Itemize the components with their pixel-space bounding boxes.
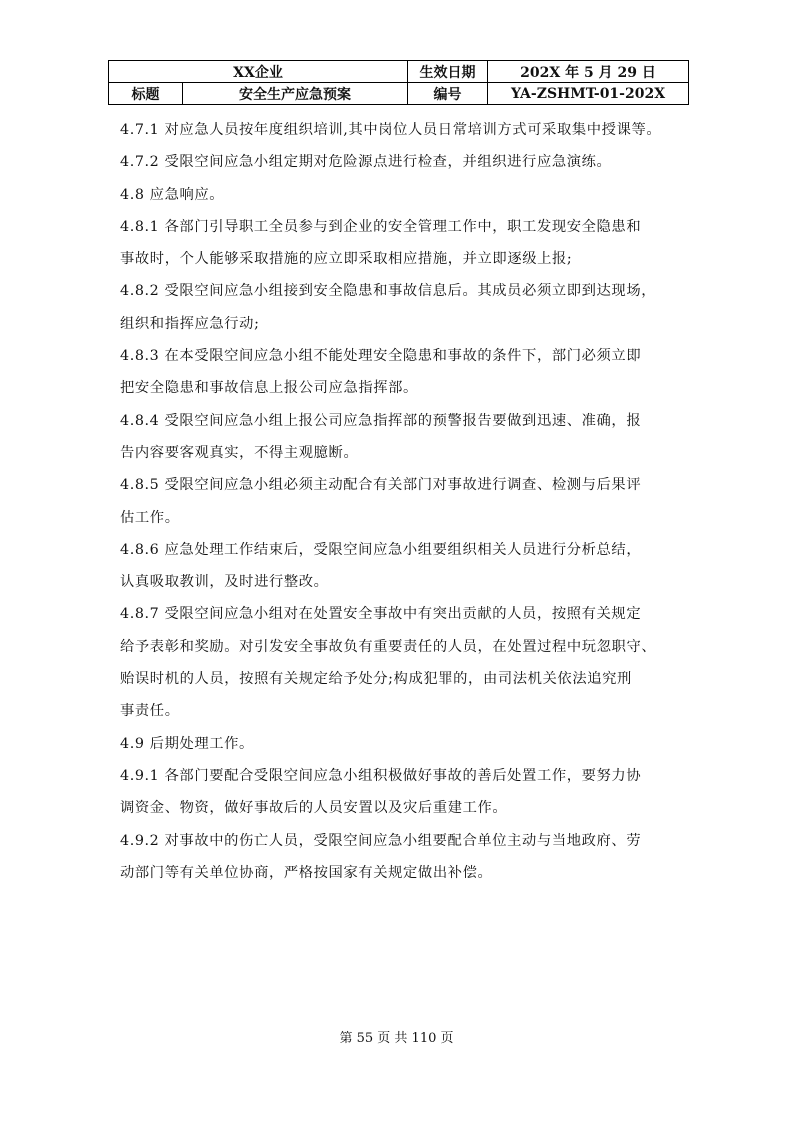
- body-line: 4.8.3 在本受限空间应急小组不能处理安全隐患和事故的条件下，部门必须立即: [120, 348, 642, 365]
- body-line: 4.8.7 受限空间应急小组对在处置安全事故中有突出贡献的人员，按照有关规定: [120, 606, 642, 623]
- body-line: 4.8.4 受限空间应急小组上报公司应急指挥部的预警报告要做到迅速、准确，报: [120, 412, 642, 429]
- body-line: 4.8 应急响应。: [120, 186, 225, 203]
- body-line: 贻误时机的人员，按照有关规定给予处分;构成犯罪的，由司法机关依法追究刑: [120, 671, 632, 688]
- body-line: 组织和指挥应急行动;: [120, 315, 260, 332]
- body-line: 调资金、物资，做好事故后的人员安置以及灾后重建工作。: [120, 800, 508, 817]
- body-line: 4.7.2 受限空间应急小组定期对危险源点进行检查，并组织进行应急演练。: [120, 154, 612, 171]
- body-line: 事故时，个人能够采取措施的应立即采取相应措施，并立即逐级上报;: [120, 251, 573, 268]
- body-line: 4.8.5 受限空间应急小组必须主动配合有关部门对事故进行调查、检测与后果评: [120, 477, 642, 494]
- body-line: 认真吸取教训，及时进行整改。: [120, 574, 329, 591]
- document-body: [120, 114, 692, 889]
- document-number: YA-ZSHMT-01-202X: [488, 83, 689, 105]
- body-line: 4.7.1 对应急人员按年度组织培训,其中岗位人员日常培训方式可采取集中授课等。: [120, 122, 662, 138]
- page-number-footer: 第 55 页 共 110 页: [339, 1031, 454, 1046]
- body-line: 4.9.2 对事故中的伤亡人员，受限空间应急小组要配合单位主动与当地政府、劳: [120, 832, 642, 849]
- effective-date-label: 生效日期: [408, 61, 488, 83]
- body-line: 4.9 后期处理工作。: [120, 735, 254, 752]
- header-row-1: [109, 61, 689, 83]
- body-line: 4.8.2 受限空间应急小组接到安全隐患和事故信息后。其成员必须立即到达现场，: [120, 283, 657, 300]
- title-label: 标题: [109, 83, 183, 105]
- header-row-2: [109, 83, 689, 105]
- body-line: 事责任。: [120, 703, 180, 720]
- document-header-table: [108, 60, 689, 105]
- effective-date-value: 202X 年 5 月 29 日: [488, 61, 689, 83]
- body-line: 4.8.1 各部门引导职工全员参与到企业的安全管理工作中，职工发现安全隐患和: [120, 218, 642, 235]
- document-title: 安全生产应急预案: [183, 83, 408, 105]
- body-line: 把安全隐患和事故信息上报公司应急指挥部。: [120, 380, 418, 397]
- body-line: 4.9.1 各部门要配合受限空间应急小组积极做好事故的善后处置工作，要努力协: [120, 767, 642, 784]
- company-name: XX企业: [109, 61, 408, 83]
- number-label: 编号: [408, 83, 488, 105]
- body-line: 4.8.6 应急处理工作结束后，受限空间应急小组要组织相关人员进行分析总结，: [120, 541, 642, 558]
- body-line: 动部门等有关单位协商，严格按国家有关规定做出补偿。: [120, 864, 493, 881]
- body-line: 给予表彰和奖励。对引发安全事故负有重要责任的人员，在处置过程中玩忽职守、: [120, 638, 657, 655]
- body-line: 估工作。: [120, 509, 180, 526]
- body-line: 告内容要客观真实，不得主观臆断。: [120, 444, 359, 461]
